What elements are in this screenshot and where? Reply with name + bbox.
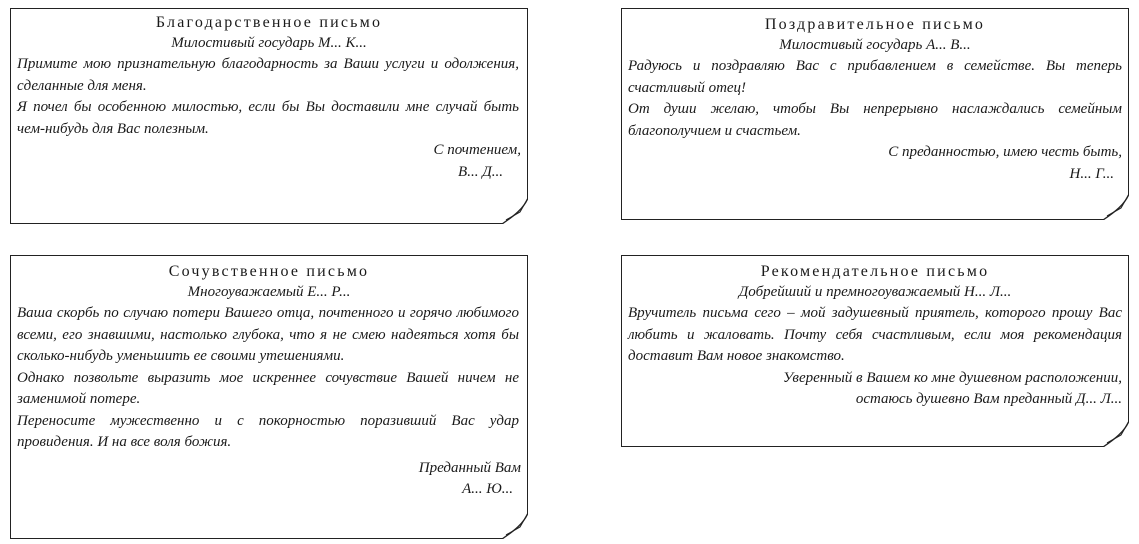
- folded-corner-icon: [1103, 421, 1129, 447]
- letter-title: Рекомендательное письмо: [760, 263, 990, 280]
- letter-card-recommendation: [621, 255, 1129, 447]
- letter-closing: Преданный Вам: [418, 459, 521, 476]
- letter-title: Поздравительное письмо: [764, 16, 986, 33]
- letter-card-congratulation: [621, 8, 1129, 220]
- letter-signature: В... Д...: [458, 163, 503, 180]
- letter-card-condolence: [10, 255, 528, 539]
- letter-signature: остаюсь душевно Вам преданный Д... Л...: [855, 391, 1122, 407]
- letter-salutation: Милостивый государь М... К...: [171, 35, 367, 51]
- letter-paragraph: Я почел бы особенною милостью, если бы Вы доставили мне случай быть чем-нибудь для Вас полезным.: [17, 99, 519, 137]
- letter-paragraph: От души желаю, чтобы Вы непрерывно наслаждались семейным благополучием и счастьем.: [628, 101, 1122, 139]
- letter-title: Благодарственное письмо: [155, 14, 383, 31]
- letter-paragraph: Вручитель письма сего – мой задушевный приятель, которого прошу Вас любить и жаловать. Почту себя счастливым, если моя рекомендация доставит Вам новое знакомство.: [628, 305, 1122, 364]
- letter-paragraph: Примите мою признательную благодарность за Ваши услуги и одолжения, сделанные для меня.: [17, 56, 519, 94]
- letter-salutation: Добрейший и премногоуважаемый Н... Л...: [738, 284, 1012, 300]
- letter-closing: С почтением,: [433, 142, 521, 158]
- folded-corner-icon: [502, 513, 528, 539]
- letter-paragraph: Ваша скорбь по случаю потери Вашего отца, почтенного и горячо любимого всеми, его знавшими, настолько глубока, что я не смею надеяться хотя бы сколько-нибудь уменьшить ее своими утешениями.: [17, 305, 519, 364]
- letter-paragraph: Переносите мужественно и с покорностью поразивший Вас удар провидения. И на все воля божия.: [17, 412, 519, 450]
- folded-corner-icon: [1103, 194, 1129, 220]
- letter-paragraph: Радуюсь и поздравляю Вас с прибавлением в семействе. Вы теперь счастливый отец!: [628, 58, 1122, 96]
- folded-corner-icon: [502, 198, 528, 224]
- letter-closing: Уверенный в Вашем ко мне душевном расположении,: [783, 369, 1122, 386]
- letter-signature: Н... Г...: [1069, 165, 1114, 182]
- letter-paragraph: Однако позвольте выразить мое искреннее сочувствие Вашей ничем не заменимой потере.: [17, 369, 519, 407]
- letter-closing: С преданностью, имею честь быть,: [888, 144, 1122, 160]
- letter-salutation: Милостивый государь А... В...: [779, 37, 971, 53]
- letter-signature: А... Ю...: [462, 481, 513, 497]
- letter-salutation: Многоуважаемый Е... Р...: [187, 284, 351, 300]
- letter-title: Сочувственное письмо: [168, 263, 370, 280]
- letter-card-gratitude: [10, 8, 528, 224]
